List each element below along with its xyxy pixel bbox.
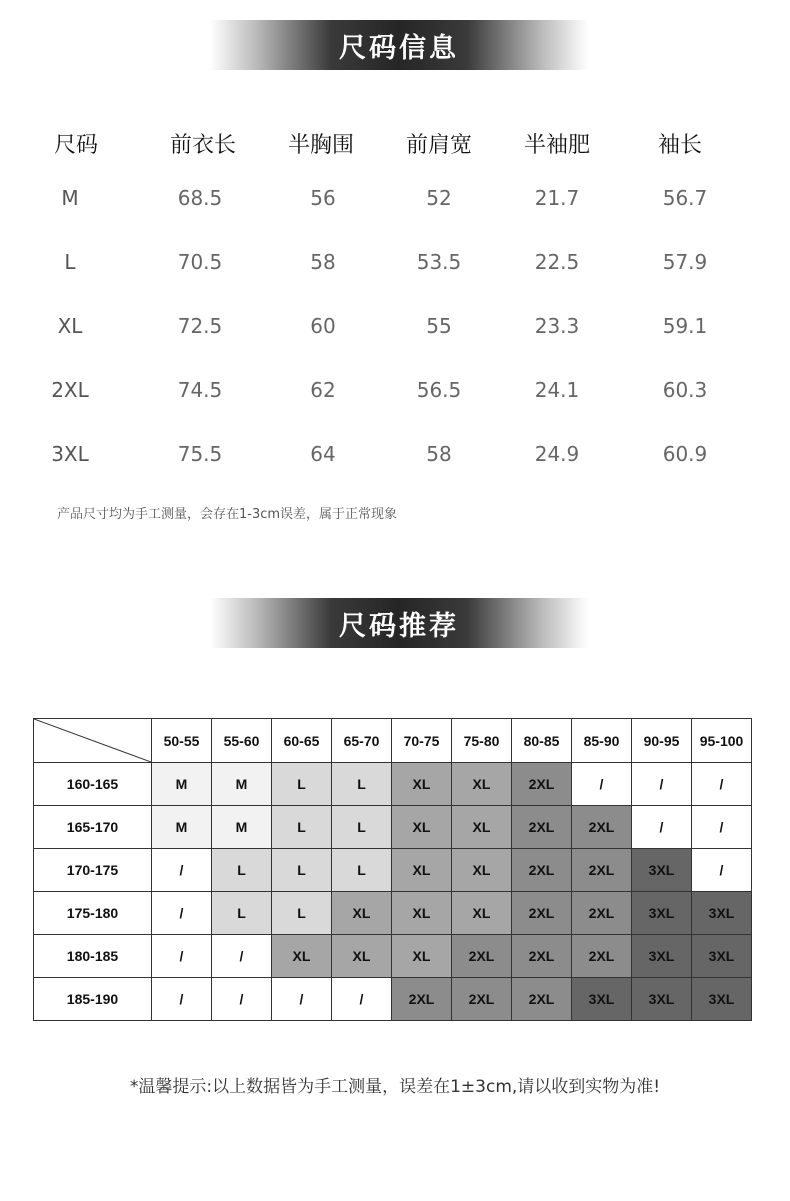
measurement-cell: 74.5 <box>177 378 223 402</box>
size-label: L <box>64 250 76 274</box>
size-cell: 2XL <box>512 935 572 978</box>
size-cell: / <box>692 806 752 849</box>
size-cell: 2XL <box>452 935 512 978</box>
size-cell: L <box>212 892 272 935</box>
measurement-cell: 57.9 <box>662 250 708 274</box>
weight-header: 90-95 <box>632 719 692 763</box>
measurement-cell: 59.1 <box>662 314 708 338</box>
size-cell: XL <box>452 892 512 935</box>
weight-header: 50-55 <box>152 719 212 763</box>
weight-header: 80-85 <box>512 719 572 763</box>
size-cell: 2XL <box>512 806 572 849</box>
size-cell: / <box>332 978 392 1021</box>
measurement-cell: 62 <box>310 378 336 402</box>
size-recommend-table <box>33 718 752 1021</box>
measurement-cell: 70.5 <box>177 250 223 274</box>
measurement-cell: 52 <box>426 186 452 210</box>
size-cell: / <box>272 978 332 1021</box>
size-info-banner <box>210 20 588 70</box>
height-header: 160-165 <box>34 763 152 806</box>
size-label: 3XL <box>51 442 89 466</box>
measurement-cell: 56.7 <box>662 186 708 210</box>
header-size: 尺码 <box>53 133 99 158</box>
size-cell: 2XL <box>452 978 512 1021</box>
weight-header: 95-100 <box>692 719 752 763</box>
header-front-length: 前衣长 <box>169 133 237 158</box>
size-label: XL <box>57 314 83 338</box>
size-cell: XL <box>392 935 452 978</box>
size-cell: / <box>212 935 272 978</box>
size-cell: 3XL <box>632 892 692 935</box>
size-cell: L <box>272 763 332 806</box>
size-cell: XL <box>452 806 512 849</box>
size-cell: XL <box>392 763 452 806</box>
size-cell: XL <box>392 892 452 935</box>
weight-header: 70-75 <box>392 719 452 763</box>
size-cell: 3XL <box>632 849 692 892</box>
size-cell: M <box>212 806 272 849</box>
size-cell: L <box>332 849 392 892</box>
size-cell: L <box>272 849 332 892</box>
size-label: M <box>61 186 79 210</box>
measurement-cell: 56.5 <box>416 378 462 402</box>
size-cell: / <box>152 935 212 978</box>
measurement-cell: 75.5 <box>177 442 223 466</box>
size-cell: L <box>332 806 392 849</box>
header-half-sleeve-width: 半袖肥 <box>523 133 591 158</box>
measurement-cell: 58 <box>310 250 336 274</box>
size-cell: 2XL <box>572 935 632 978</box>
size-cell: / <box>632 763 692 806</box>
size-label: 2XL <box>51 378 89 402</box>
size-cell: 2XL <box>392 978 452 1021</box>
size-cell: L <box>212 849 272 892</box>
size-cell: / <box>152 978 212 1021</box>
size-cell: 3XL <box>632 978 692 1021</box>
size-cell: M <box>152 763 212 806</box>
size-cell: L <box>332 763 392 806</box>
measurement-cell: 60 <box>310 314 336 338</box>
header-front-shoulder: 前肩宽 <box>405 133 473 158</box>
measurement-cell: 56 <box>310 186 336 210</box>
size-cell: / <box>692 849 752 892</box>
size-cell: 3XL <box>632 935 692 978</box>
measurement-cell: 22.5 <box>534 250 580 274</box>
size-cell: 2XL <box>572 806 632 849</box>
size-cell: 3XL <box>572 978 632 1021</box>
corner-cell <box>34 719 152 763</box>
size-cell: / <box>692 763 752 806</box>
measurement-cell: 68.5 <box>177 186 223 210</box>
measurement-cell: 21.7 <box>534 186 580 210</box>
measurement-cell: 60.9 <box>662 442 708 466</box>
weight-header: 60-65 <box>272 719 332 763</box>
size-cell: 2XL <box>572 892 632 935</box>
size-cell: / <box>152 849 212 892</box>
size-cell: XL <box>392 849 452 892</box>
size-cell: / <box>212 978 272 1021</box>
measurement-cell: 24.9 <box>534 442 580 466</box>
measurement-cell: 72.5 <box>177 314 223 338</box>
height-header: 170-175 <box>34 849 152 892</box>
size-cell: / <box>152 892 212 935</box>
weight-header: 85-90 <box>572 719 632 763</box>
size-recommend-title: 尺码推荐 <box>339 610 459 642</box>
size-cell: / <box>572 763 632 806</box>
weight-header: 75-80 <box>452 719 512 763</box>
size-cell: XL <box>272 935 332 978</box>
size-info-title: 尺码信息 <box>339 32 459 64</box>
header-sleeve-length: 袖长 <box>657 133 703 158</box>
height-header: 165-170 <box>34 806 152 849</box>
size-cell: 2XL <box>512 763 572 806</box>
size-cell: XL <box>452 849 512 892</box>
size-cell: M <box>152 806 212 849</box>
height-header: 180-185 <box>34 935 152 978</box>
size-cell: XL <box>452 763 512 806</box>
size-cell: L <box>272 806 332 849</box>
weight-header: 65-70 <box>332 719 392 763</box>
measurement-cell: 64 <box>310 442 336 466</box>
size-recommend-banner <box>210 598 588 648</box>
size-cell: XL <box>392 806 452 849</box>
size-cell: L <box>272 892 332 935</box>
size-cell: 2XL <box>512 892 572 935</box>
height-header: 175-180 <box>34 892 152 935</box>
size-cell: 3XL <box>692 935 752 978</box>
weight-header: 55-60 <box>212 719 272 763</box>
measurement-cell: 23.3 <box>534 314 580 338</box>
header-half-chest: 半胸围 <box>287 133 355 158</box>
size-cell: 3XL <box>692 978 752 1021</box>
size-cell: XL <box>332 892 392 935</box>
size-cell: 2XL <box>512 978 572 1021</box>
measurement-cell: 24.1 <box>534 378 580 402</box>
size-cell: 2XL <box>512 849 572 892</box>
measurement-note: 产品尺寸均为手工测量，会存在1-3cm误差，属于正常现象 <box>57 507 398 522</box>
size-cell: M <box>212 763 272 806</box>
measurement-cell: 60.3 <box>662 378 708 402</box>
measurement-cell: 53.5 <box>416 250 462 274</box>
measurement-cell: 55 <box>426 314 452 338</box>
measurement-cell: 58 <box>426 442 452 466</box>
size-cell: 2XL <box>572 849 632 892</box>
size-cell: 3XL <box>692 892 752 935</box>
footer-note: *温馨提示:以上数据皆为手工测量，误差在1±3cm,请以收到实物为准! <box>129 1077 661 1097</box>
diagonal-line <box>34 719 151 762</box>
size-cell: XL <box>332 935 392 978</box>
height-header: 185-190 <box>34 978 152 1021</box>
size-cell: / <box>632 806 692 849</box>
